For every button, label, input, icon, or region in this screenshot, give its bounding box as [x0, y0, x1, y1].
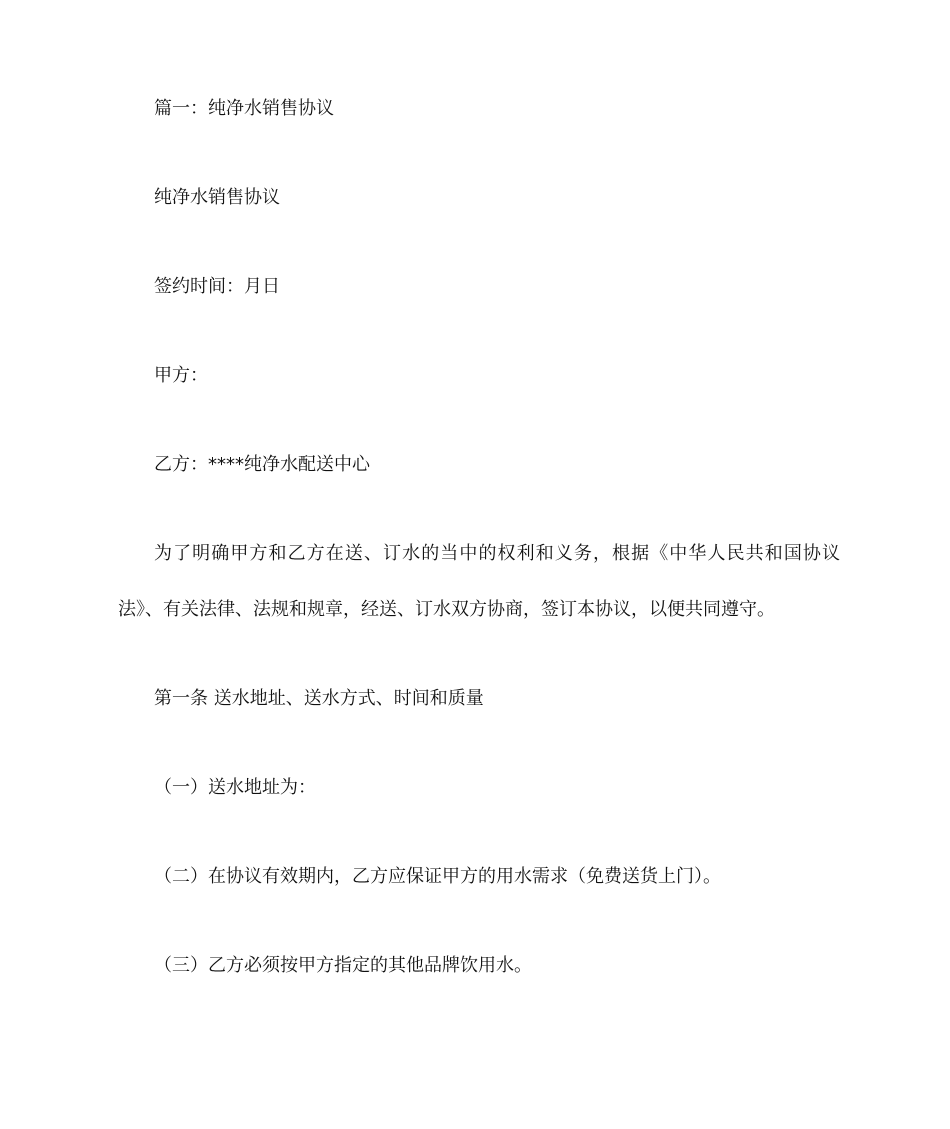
article-one-heading: 第一条 送水地址、送水方式、时间和质量 [154, 688, 484, 709]
clause-two: （二）在协议有效期内，乙方应保证甲方的用水需求（免费送货上门）。 [154, 866, 721, 887]
signing-time: 签约时间：月日 [154, 276, 280, 297]
party-b: 乙方：****纯净水配送中心 [154, 454, 370, 475]
document-title: 纯净水销售协议 [154, 187, 280, 208]
clause-three: （三）乙方必须按甲方指定的其他品牌饮用水。 [154, 955, 532, 976]
party-a: 甲方： [154, 365, 208, 386]
heading-section-one: 篇一：纯净水销售协议 [154, 98, 334, 119]
clause-one: （一）送水地址为： [154, 777, 316, 798]
preamble-paragraph: 为了明确甲方和乙方在送、订水的当中的权利和义务，根据《中华人民共和国协议法》、有关法律、法规和规章，经送、订水双方协商，签订本协议，以便共同遵守。 [118, 543, 840, 620]
